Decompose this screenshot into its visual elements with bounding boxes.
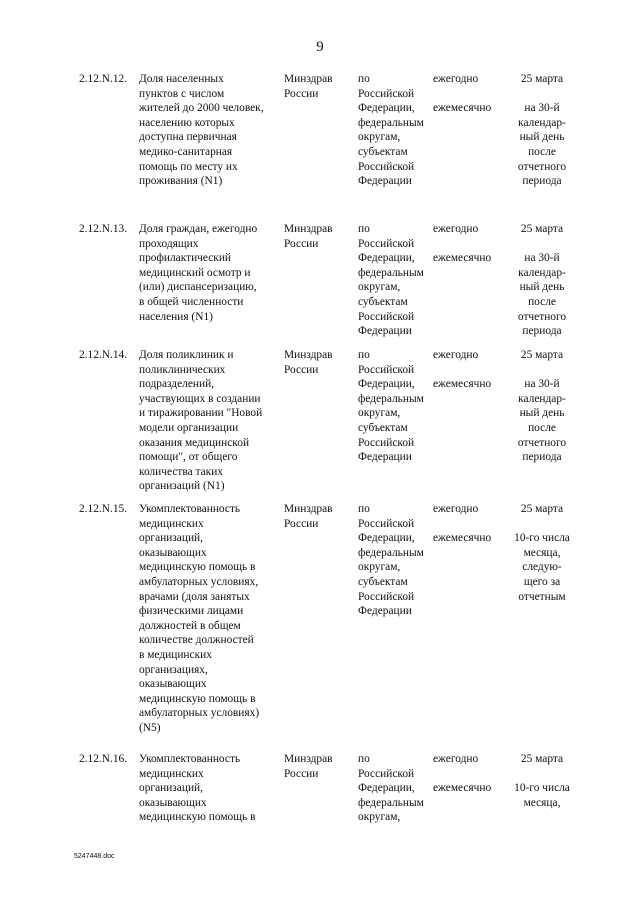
frequency-value: ежемесячно (433, 378, 492, 391)
frequency-value: ежегодно (433, 503, 479, 515)
aggregation-level (358, 222, 424, 339)
cell-line: Федерации, (358, 782, 415, 795)
cell-line: модели организации (139, 421, 239, 434)
cell-line: поликлинических (139, 363, 226, 376)
cell-line: 25 марта (520, 349, 564, 361)
cell-line: на 30-й (524, 102, 560, 115)
cell-line: субъектам (358, 421, 408, 434)
cell-line: проживания (N1) (139, 175, 223, 188)
cell-line: периода (522, 325, 562, 338)
frequency-value: ежемесячно (433, 102, 492, 115)
page-number: 9 (316, 39, 324, 55)
frequency-value: ежегодно (433, 223, 479, 235)
cell-line: организаций, (139, 532, 203, 545)
cell-line: отчетного (517, 436, 567, 449)
cell-line: в общей численности (139, 295, 244, 308)
cell-line: на 30-й (524, 378, 560, 391)
deadline-monthly (497, 377, 587, 465)
frequency-value: ежемесячно (433, 252, 492, 265)
cell-line: после (528, 421, 556, 434)
cell-line: округам, (358, 407, 401, 420)
cell-line: календар- (518, 392, 566, 405)
cell-line: федеральным (358, 392, 424, 405)
cell-line: после (528, 145, 556, 158)
cell-line: жителей до 2000 человек, (139, 102, 264, 115)
cell-line: оказывающих (139, 546, 207, 559)
cell-line: после (528, 295, 556, 308)
cell-line: проходящих (139, 237, 199, 250)
cell-line: населения (N1) (139, 310, 213, 323)
cell-line: отчетного (517, 160, 567, 173)
cell-line: оказывающих (139, 796, 207, 809)
cell-line: организациях, (139, 663, 208, 676)
cell-line: 25 марта (520, 73, 564, 85)
cell-line: следую- (522, 561, 562, 574)
deadline-monthly (497, 101, 587, 189)
cell-line: 10-го числа (514, 782, 570, 795)
cell-line: календар- (518, 116, 566, 129)
reporting-deadline (497, 502, 587, 604)
cell-line: Федерации (358, 605, 412, 618)
cell-line: субъектам (358, 145, 408, 158)
cell-line: Российской (358, 310, 415, 323)
cell-line: Российской (358, 590, 415, 603)
cell-line: доступна первичная (139, 131, 237, 144)
aggregation-level (358, 72, 424, 189)
deadline-monthly (497, 531, 587, 604)
cell-line: медицинскую помощь в (139, 811, 256, 824)
cell-line: количества таких (139, 465, 224, 478)
cell-line: по (358, 753, 370, 765)
cell-line: врачами (доля занятых (139, 590, 250, 603)
responsible-org (284, 752, 333, 781)
cell-line: месяца, (523, 546, 561, 559)
frequency-value: ежемесячно (433, 532, 492, 545)
cell-line: Российской (358, 436, 415, 449)
cell-line: участвующих в создании (139, 392, 261, 405)
cell-line: организаций (N1) (139, 480, 225, 493)
reporting-deadline (497, 348, 587, 465)
cell-line: Федерации, (358, 252, 415, 265)
indicator-name (139, 502, 259, 736)
cell-line: округам, (358, 811, 401, 824)
cell-line: медицинских (139, 767, 204, 780)
reporting-deadline (497, 72, 587, 189)
cell-line: субъектам (358, 295, 408, 308)
aggregation-level (358, 752, 424, 825)
cell-line: и тиражировании "Новой (139, 407, 263, 420)
cell-line: календар- (518, 266, 566, 279)
cell-line: округам, (358, 131, 401, 144)
cell-line: Российской (358, 363, 415, 376)
cell-line: 25 марта (520, 503, 564, 515)
reporting-frequency (433, 348, 491, 392)
indicator-code: 2.12.N.13. (79, 223, 128, 235)
cell-line: Федерации (358, 451, 412, 464)
cell-line: на 30-й (524, 252, 560, 265)
cell-line: подразделений, (139, 378, 215, 391)
indicator-name (139, 222, 257, 324)
cell-line: ный день (519, 407, 565, 420)
cell-line: отчетного (517, 310, 567, 323)
frequency-value: ежемесячно (433, 782, 492, 795)
cell-line: (или) диспансеризацию, (139, 281, 257, 294)
cell-line: населению которых (139, 116, 235, 129)
indicator-code: 2.12.N.15. (79, 503, 128, 515)
cell-line: Российской (358, 160, 415, 173)
cell-line: помощи", от общего (139, 451, 238, 464)
cell-line: Доля граждан, ежегодно (139, 223, 258, 235)
cell-line: Российской (358, 237, 415, 250)
responsible-org (284, 348, 333, 377)
cell-line: Укомплектованность (139, 503, 241, 515)
cell-line: щего за (523, 575, 561, 588)
cell-line: медицинский осмотр и (139, 266, 251, 279)
responsible-org (284, 72, 333, 101)
indicator-code: 2.12.N.12. (79, 73, 128, 85)
cell-line: России (284, 87, 319, 100)
reporting-frequency (433, 752, 491, 796)
cell-line: медико-санитарная (139, 145, 233, 158)
cell-line: ный день (519, 131, 565, 144)
cell-line: по (358, 349, 370, 361)
cell-line: периода (522, 451, 562, 464)
cell-line: округам, (358, 281, 401, 294)
cell-line: России (284, 363, 319, 376)
cell-line: федеральным (358, 796, 424, 809)
cell-line: количестве должностей (139, 634, 254, 647)
cell-line: Российской (358, 517, 415, 530)
cell-line: Российской (358, 87, 415, 100)
responsible-org (284, 222, 333, 251)
cell-line: медицинскую помощь в (139, 561, 256, 574)
cell-line: профилактический (139, 252, 232, 265)
cell-line: Минздрав (284, 753, 333, 765)
cell-line: округам, (358, 561, 401, 574)
cell-line: Доля населенных (139, 73, 224, 85)
cell-line: должностей в общем (139, 619, 241, 632)
cell-line: 25 марта (520, 753, 564, 765)
indicator-name (139, 348, 262, 494)
cell-line: Федерации, (358, 378, 415, 391)
cell-line: по (358, 73, 370, 85)
cell-line: России (284, 517, 319, 530)
cell-line: периода (522, 175, 562, 188)
cell-line: оказания медицинской (139, 436, 250, 449)
cell-line: Федерации, (358, 532, 415, 545)
cell-line: России (284, 767, 319, 780)
reporting-frequency (433, 72, 491, 116)
cell-line: медицинских (139, 517, 204, 530)
frequency-value: ежегодно (433, 73, 479, 85)
indicator-name (139, 752, 255, 825)
responsible-org (284, 502, 333, 531)
cell-line: амбулаторных условиях, (139, 575, 259, 588)
cell-line: ный день (519, 281, 565, 294)
reporting-deadline (497, 222, 587, 339)
aggregation-level (358, 348, 424, 465)
deadline-monthly (497, 251, 587, 339)
cell-line: Минздрав (284, 73, 333, 85)
cell-line: пунктов с числом (139, 87, 225, 100)
cell-line: субъектам (358, 575, 408, 588)
deadline-monthly (497, 781, 587, 810)
indicator-code: 2.12.N.16. (79, 753, 128, 765)
cell-line: Минздрав (284, 223, 333, 235)
cell-line: Минздрав (284, 503, 333, 515)
frequency-value: ежегодно (433, 753, 479, 765)
cell-line: 10-го числа (514, 532, 570, 545)
cell-line: Федерации (358, 325, 412, 338)
cell-line: России (284, 237, 319, 250)
cell-line: физическими лицами (139, 605, 244, 618)
frequency-value: ежегодно (433, 349, 479, 361)
cell-line: федеральным (358, 266, 424, 279)
cell-line: федеральным (358, 546, 424, 559)
cell-line: Российской (358, 767, 415, 780)
reporting-frequency (433, 502, 491, 546)
cell-line: Укомплектованность (139, 753, 241, 765)
cell-line: помощь по месту их (139, 160, 238, 173)
cell-line: Доля поликлиник и (139, 349, 234, 361)
cell-line: медицинскую помощь в (139, 692, 256, 705)
cell-line: в медицинских (139, 648, 212, 661)
cell-line: 25 марта (520, 223, 564, 235)
cell-line: (N5) (139, 721, 161, 734)
footer-doc-name: 5247448.doc (74, 853, 115, 860)
cell-line: Минздрав (284, 349, 333, 361)
cell-line: амбулаторных условиях) (139, 707, 260, 720)
cell-line: по (358, 503, 370, 515)
cell-line: федеральным (358, 116, 424, 129)
reporting-frequency (433, 222, 491, 266)
reporting-deadline (497, 752, 587, 810)
cell-line: организаций, (139, 782, 203, 795)
indicator-code: 2.12.N.14. (79, 349, 128, 361)
cell-line: Федерации (358, 175, 412, 188)
cell-line: по (358, 223, 370, 235)
cell-line: отчетным (518, 590, 566, 603)
cell-line: месяца, (523, 796, 561, 809)
indicator-name (139, 72, 264, 189)
cell-line: оказывающих (139, 678, 207, 691)
aggregation-level (358, 502, 424, 619)
cell-line: Федерации, (358, 102, 415, 115)
